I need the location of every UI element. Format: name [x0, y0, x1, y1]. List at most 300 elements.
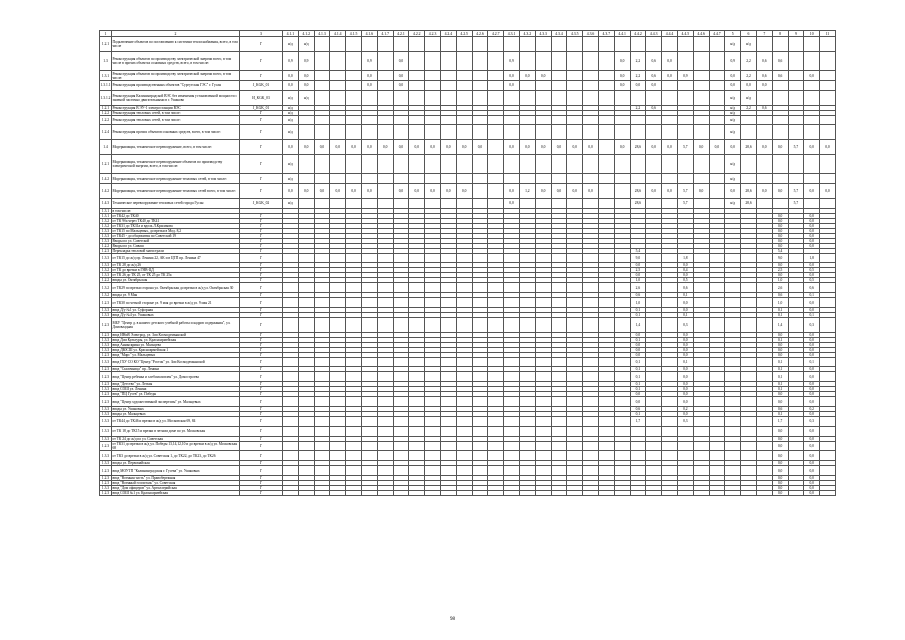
value-cell: 0,0 — [804, 481, 820, 486]
value-cell — [693, 71, 709, 81]
value-cell — [820, 426, 836, 436]
value-cell — [425, 441, 441, 451]
value-cell — [440, 283, 456, 293]
table-row — [100, 426, 836, 436]
value-cell — [519, 417, 535, 427]
project-name-cell: ввод "Центр ребенка и хлебомоловлен" ул. Домостроева — [112, 372, 240, 382]
value-cell — [330, 174, 346, 184]
value-cell — [725, 298, 741, 308]
value-cell — [377, 125, 393, 140]
value-cell — [283, 417, 299, 427]
value-cell: 0,6 — [646, 71, 662, 81]
row-number-cell: 1.2.1 — [100, 37, 112, 52]
value-cell — [788, 372, 804, 382]
row-number-cell: 1.2.3 — [100, 298, 112, 308]
value-cell — [756, 253, 772, 263]
investment-program-table — [99, 30, 836, 496]
value-cell — [709, 253, 725, 263]
value-cell: 0,0 — [804, 243, 820, 248]
value-cell: 0,2 — [677, 407, 693, 412]
table-row — [100, 37, 836, 52]
project-name-cell: Модернизация, техническое перевооружение тепловых сетей, в том числе: — [112, 174, 240, 184]
value-cell — [788, 441, 804, 451]
value-cell — [298, 426, 314, 436]
value-cell: н/д — [283, 125, 299, 140]
value-cell: 0,0 — [772, 233, 788, 238]
value-cell: 0,0 — [504, 184, 520, 199]
value-cell: н/д — [283, 110, 299, 115]
value-cell — [377, 174, 393, 184]
value-cell — [693, 298, 709, 308]
project-name-cell: от ТК15 по Мальцевых, до врезки в Мод. 8,2 — [112, 228, 240, 233]
value-cell: 0,6 — [646, 51, 662, 71]
value-cell — [488, 283, 504, 293]
value-cell — [772, 37, 788, 52]
value-cell — [504, 174, 520, 184]
value-cell: 0,0 — [519, 140, 535, 155]
value-cell — [662, 417, 678, 427]
project-id-cell: Г — [240, 436, 283, 441]
value-cell: 0,0 — [283, 140, 299, 155]
value-cell: 1,7 — [772, 417, 788, 427]
value-cell — [646, 417, 662, 427]
value-cell — [630, 466, 646, 476]
row-number-cell: 1.3.1.1 — [100, 81, 112, 91]
value-cell: 0,0 — [630, 347, 646, 352]
value-cell — [741, 397, 757, 407]
value-cell — [788, 174, 804, 184]
value-cell — [314, 417, 330, 427]
value-cell: 0,0 — [440, 140, 456, 155]
value-cell — [756, 283, 772, 293]
value-cell — [535, 417, 551, 427]
project-id-cell: Г — [240, 337, 283, 342]
value-cell — [361, 397, 377, 407]
column-header: 6 — [741, 31, 757, 37]
value-cell — [393, 417, 409, 427]
value-cell — [677, 51, 693, 71]
value-cell: 0,6 — [677, 283, 693, 293]
value-cell — [567, 37, 583, 52]
value-cell — [361, 154, 377, 174]
value-cell: н/д — [725, 198, 741, 208]
value-cell — [393, 90, 409, 105]
value-cell — [693, 125, 709, 140]
value-cell — [614, 174, 630, 184]
project-id-cell: Г — [240, 481, 283, 486]
value-cell — [614, 357, 630, 367]
table-row — [100, 81, 836, 91]
value-cell — [377, 115, 393, 125]
value-cell — [741, 426, 757, 436]
project-name-cell: вводы ул. Первомайская — [112, 461, 240, 466]
value-cell — [409, 253, 425, 263]
value-cell — [314, 451, 330, 461]
value-cell: 0,0 — [662, 71, 678, 81]
value-cell: 0,0 — [804, 461, 820, 466]
value-cell — [440, 466, 456, 476]
project-id-cell: Г — [240, 372, 283, 382]
column-header: 4.4.4 — [662, 31, 678, 37]
project-id-cell: Г — [240, 367, 283, 372]
value-cell: 0,0 — [551, 140, 567, 155]
project-name-cell: от ТК 26 до ТК 25, от ТК 25 до ТК 25а — [112, 273, 240, 278]
value-cell — [472, 81, 488, 91]
value-cell — [551, 253, 567, 263]
value-cell — [377, 372, 393, 382]
row-number-cell: 1.2.3 — [100, 367, 112, 372]
project-id-cell: Г — [240, 263, 283, 268]
value-cell — [298, 154, 314, 174]
value-cell — [377, 90, 393, 105]
value-cell: 0,6 — [756, 105, 772, 110]
value-cell — [283, 451, 299, 461]
value-cell — [535, 198, 551, 208]
value-cell — [409, 37, 425, 52]
project-name-cell: от ТК42 до ТК40 — [112, 213, 240, 218]
value-cell: 0,0 — [772, 228, 788, 233]
value-cell — [662, 426, 678, 436]
value-cell — [756, 417, 772, 427]
value-cell — [551, 115, 567, 125]
row-number-cell: 1.3.1 — [100, 213, 112, 218]
project-id-cell: Г — [240, 253, 283, 263]
value-cell — [598, 318, 614, 333]
value-cell: 0,0 — [804, 412, 820, 417]
value-cell — [646, 397, 662, 407]
value-cell: 1,8 — [804, 253, 820, 263]
value-cell — [820, 81, 836, 91]
value-cell — [583, 37, 599, 52]
value-cell — [551, 51, 567, 71]
value-cell — [677, 37, 693, 52]
value-cell: 0,0 — [456, 184, 472, 199]
value-cell — [567, 298, 583, 308]
project-id-cell: Г — [240, 298, 283, 308]
column-header: 4.1.2 — [298, 31, 314, 37]
value-cell — [614, 154, 630, 174]
value-cell: 0,0 — [646, 184, 662, 199]
value-cell: 0,6 — [772, 293, 788, 298]
value-cell: 0,6 — [772, 407, 788, 412]
value-cell — [504, 154, 520, 174]
value-cell — [741, 372, 757, 382]
value-cell — [393, 451, 409, 461]
value-cell: 0,0 — [662, 51, 678, 71]
value-cell — [598, 184, 614, 199]
value-cell — [472, 426, 488, 436]
value-cell — [820, 357, 836, 367]
value-cell — [472, 397, 488, 407]
value-cell: 2,5 — [772, 268, 788, 273]
value-cell — [425, 253, 441, 263]
value-cell — [551, 426, 567, 436]
value-cell: 0,0 — [504, 71, 520, 81]
project-name-cell: вводы ул. Октябрьская — [112, 278, 240, 283]
value-cell — [567, 174, 583, 184]
project-id-cell: Г — [240, 140, 283, 155]
value-cell — [361, 441, 377, 451]
value-cell — [409, 318, 425, 333]
value-cell: 28,6 — [741, 184, 757, 199]
table-row — [100, 441, 836, 451]
value-cell — [377, 154, 393, 174]
value-cell: 0,0 — [693, 140, 709, 155]
value-cell: 0,0 — [677, 337, 693, 342]
value-cell — [820, 253, 836, 263]
project-name-cell: ввод Анныскрина ул. Мальцева — [112, 342, 240, 347]
column-header: 5 — [725, 31, 741, 37]
value-cell — [788, 154, 804, 174]
project-id-cell: Г — [240, 37, 283, 52]
column-header: 4.2.1 — [393, 31, 409, 37]
project-name-cell: ввод "Сказочница" пр. Ленина — [112, 367, 240, 372]
value-cell — [377, 318, 393, 333]
value-cell — [630, 451, 646, 461]
value-cell — [820, 466, 836, 476]
value-cell — [741, 357, 757, 367]
value-cell — [409, 125, 425, 140]
value-cell — [662, 198, 678, 208]
value-cell: 0,0 — [677, 352, 693, 357]
value-cell — [551, 491, 567, 496]
value-cell — [646, 441, 662, 451]
project-id-cell: Г — [240, 491, 283, 496]
project-id-cell: Г — [240, 115, 283, 125]
value-cell — [693, 491, 709, 496]
value-cell — [425, 115, 441, 125]
value-cell — [741, 283, 757, 293]
project-name-cell: вводы ул. Ушаковых — [112, 407, 240, 412]
value-cell: 0,0 — [804, 436, 820, 441]
value-cell — [283, 491, 299, 496]
value-cell — [820, 372, 836, 382]
value-cell — [804, 37, 820, 52]
value-cell — [551, 90, 567, 105]
project-id-cell: Г — [240, 51, 283, 71]
project-id-cell: J_KGK_01 — [240, 81, 283, 91]
value-cell — [504, 441, 520, 451]
value-cell: 9,0 — [772, 253, 788, 263]
project-name-cell: Реконструкция тепловых сетей, в том числе: — [112, 115, 240, 125]
value-cell — [314, 372, 330, 382]
project-id-cell: Г — [240, 486, 283, 491]
row-number-cell: 1.2.3 — [100, 481, 112, 486]
value-cell — [614, 417, 630, 427]
value-cell — [583, 466, 599, 476]
value-cell — [314, 125, 330, 140]
value-cell — [820, 71, 836, 81]
value-cell — [535, 357, 551, 367]
value-cell: 0,0 — [804, 352, 820, 357]
value-cell: 0,0 — [804, 426, 820, 436]
value-cell: 0,0 — [677, 372, 693, 382]
value-cell: 0,1 — [772, 313, 788, 318]
value-cell — [409, 466, 425, 476]
value-cell — [361, 318, 377, 333]
value-cell: 0,6 — [772, 51, 788, 71]
value-cell: 0,9 — [677, 71, 693, 81]
value-cell — [551, 318, 567, 333]
value-cell: 0,0 — [677, 308, 693, 313]
value-cell — [709, 125, 725, 140]
value-cell — [583, 90, 599, 105]
project-name-cell: Реконструкция В ЭУ-1 электростанции ВЭС — [112, 105, 240, 110]
value-cell: 0,0 — [804, 218, 820, 223]
value-cell — [330, 90, 346, 105]
value-cell — [693, 318, 709, 333]
value-cell — [409, 115, 425, 125]
value-cell — [409, 491, 425, 496]
project-id-cell: Г — [240, 223, 283, 228]
value-cell — [440, 81, 456, 91]
value-cell: 0,0 — [804, 233, 820, 238]
column-header: 4.3.5 — [567, 31, 583, 37]
value-cell: 0,1 — [677, 293, 693, 298]
value-cell: 0,0 — [409, 140, 425, 155]
value-cell — [551, 372, 567, 382]
value-cell — [820, 125, 836, 140]
value-cell — [298, 417, 314, 427]
value-cell — [393, 357, 409, 367]
row-number-cell: 1.3.3 — [100, 273, 112, 278]
value-cell: н/д — [725, 174, 741, 184]
value-cell — [298, 466, 314, 476]
value-cell: 0,0 — [677, 263, 693, 268]
value-cell — [820, 318, 836, 333]
value-cell — [283, 372, 299, 382]
value-cell: 0,0 — [393, 184, 409, 199]
value-cell: 0,5 — [804, 268, 820, 273]
value-cell — [820, 51, 836, 71]
value-cell — [583, 298, 599, 308]
value-cell: 0,0 — [772, 451, 788, 461]
value-cell — [646, 90, 662, 105]
value-cell — [583, 174, 599, 184]
value-cell — [346, 51, 362, 71]
value-cell: 0,0 — [725, 140, 741, 155]
value-cell: 0,1 — [772, 372, 788, 382]
value-cell: 0,0 — [283, 184, 299, 199]
value-cell — [598, 283, 614, 293]
value-cell — [756, 318, 772, 333]
value-cell — [788, 115, 804, 125]
value-cell — [788, 71, 804, 81]
value-cell — [820, 441, 836, 451]
value-cell — [346, 71, 362, 81]
value-cell — [709, 81, 725, 91]
value-cell — [504, 298, 520, 308]
value-cell — [788, 466, 804, 476]
value-cell — [567, 115, 583, 125]
value-cell: н/д — [283, 37, 299, 52]
project-id-cell: Г — [240, 278, 283, 283]
value-cell: 2,2 — [741, 105, 757, 110]
value-cell — [567, 81, 583, 91]
value-cell — [346, 298, 362, 308]
value-cell: 0,0 — [630, 352, 646, 357]
value-cell — [551, 198, 567, 208]
project-name-cell: Реконструкция объектов по производству электрической энергии всего, в том числе: — [112, 71, 240, 81]
value-cell — [646, 174, 662, 184]
column-header: 4.1.3 — [314, 31, 330, 37]
value-cell: 0,0 — [804, 263, 820, 268]
value-cell — [472, 417, 488, 427]
value-cell — [488, 90, 504, 105]
value-cell — [519, 115, 535, 125]
value-cell — [804, 90, 820, 105]
value-cell — [504, 283, 520, 293]
value-cell — [741, 318, 757, 333]
value-cell — [551, 71, 567, 81]
column-header: 4.4.2 — [630, 31, 646, 37]
value-cell — [425, 466, 441, 476]
value-cell: 0,1 — [677, 357, 693, 367]
value-cell — [488, 491, 504, 496]
project-name-cell: ввод Д/у №4 ул. Ушаковых — [112, 313, 240, 318]
value-cell: 0,0 — [741, 81, 757, 91]
value-cell — [693, 441, 709, 451]
value-cell: 0,0 — [772, 140, 788, 155]
value-cell — [551, 298, 567, 308]
value-cell — [725, 466, 741, 476]
value-cell: 0,0 — [646, 140, 662, 155]
value-cell — [583, 81, 599, 91]
project-id-cell: Г — [240, 412, 283, 417]
value-cell — [377, 491, 393, 496]
value-cell — [756, 154, 772, 174]
table-row — [100, 466, 836, 476]
value-cell — [693, 466, 709, 476]
value-cell — [630, 115, 646, 125]
value-cell — [519, 37, 535, 52]
project-name-cell: ввод "Военный госпиталь" ул. Советская — [112, 481, 240, 486]
value-cell — [662, 372, 678, 382]
row-number-cell: 1.3.3 — [100, 357, 112, 367]
value-cell: 0,0 — [677, 392, 693, 397]
value-cell — [393, 115, 409, 125]
column-header: 4.3.6 — [583, 31, 599, 37]
value-cell — [662, 37, 678, 52]
table-row — [100, 253, 836, 263]
value-cell — [598, 174, 614, 184]
value-cell: 0,0 — [804, 441, 820, 451]
value-cell: 0,9 — [725, 51, 741, 71]
value-cell — [630, 441, 646, 451]
value-cell — [330, 466, 346, 476]
value-cell — [598, 451, 614, 461]
value-cell — [504, 37, 520, 52]
value-cell — [298, 125, 314, 140]
value-cell: 1,0 — [772, 298, 788, 308]
value-cell — [741, 451, 757, 461]
project-name-cell: Реконструкция Калининградской ВЭС без изменения установленной мощности с заменой частично двигательными в г. Ушаково — [112, 90, 240, 105]
project-name-cell: вводы ул. 9 Мая — [112, 293, 240, 298]
row-number-cell: 1.3.3 — [100, 461, 112, 466]
value-cell — [298, 198, 314, 208]
value-cell: 0,1 — [630, 308, 646, 313]
value-cell — [709, 283, 725, 293]
value-cell — [472, 125, 488, 140]
value-cell — [456, 283, 472, 293]
project-id-cell: Г — [240, 71, 283, 81]
value-cell: 0,0 — [614, 81, 630, 91]
value-cell — [646, 37, 662, 52]
value-cell: 0,1 — [804, 293, 820, 298]
project-id-cell: Г — [240, 243, 283, 248]
value-cell — [440, 357, 456, 367]
value-cell: 0,0 — [772, 342, 788, 347]
